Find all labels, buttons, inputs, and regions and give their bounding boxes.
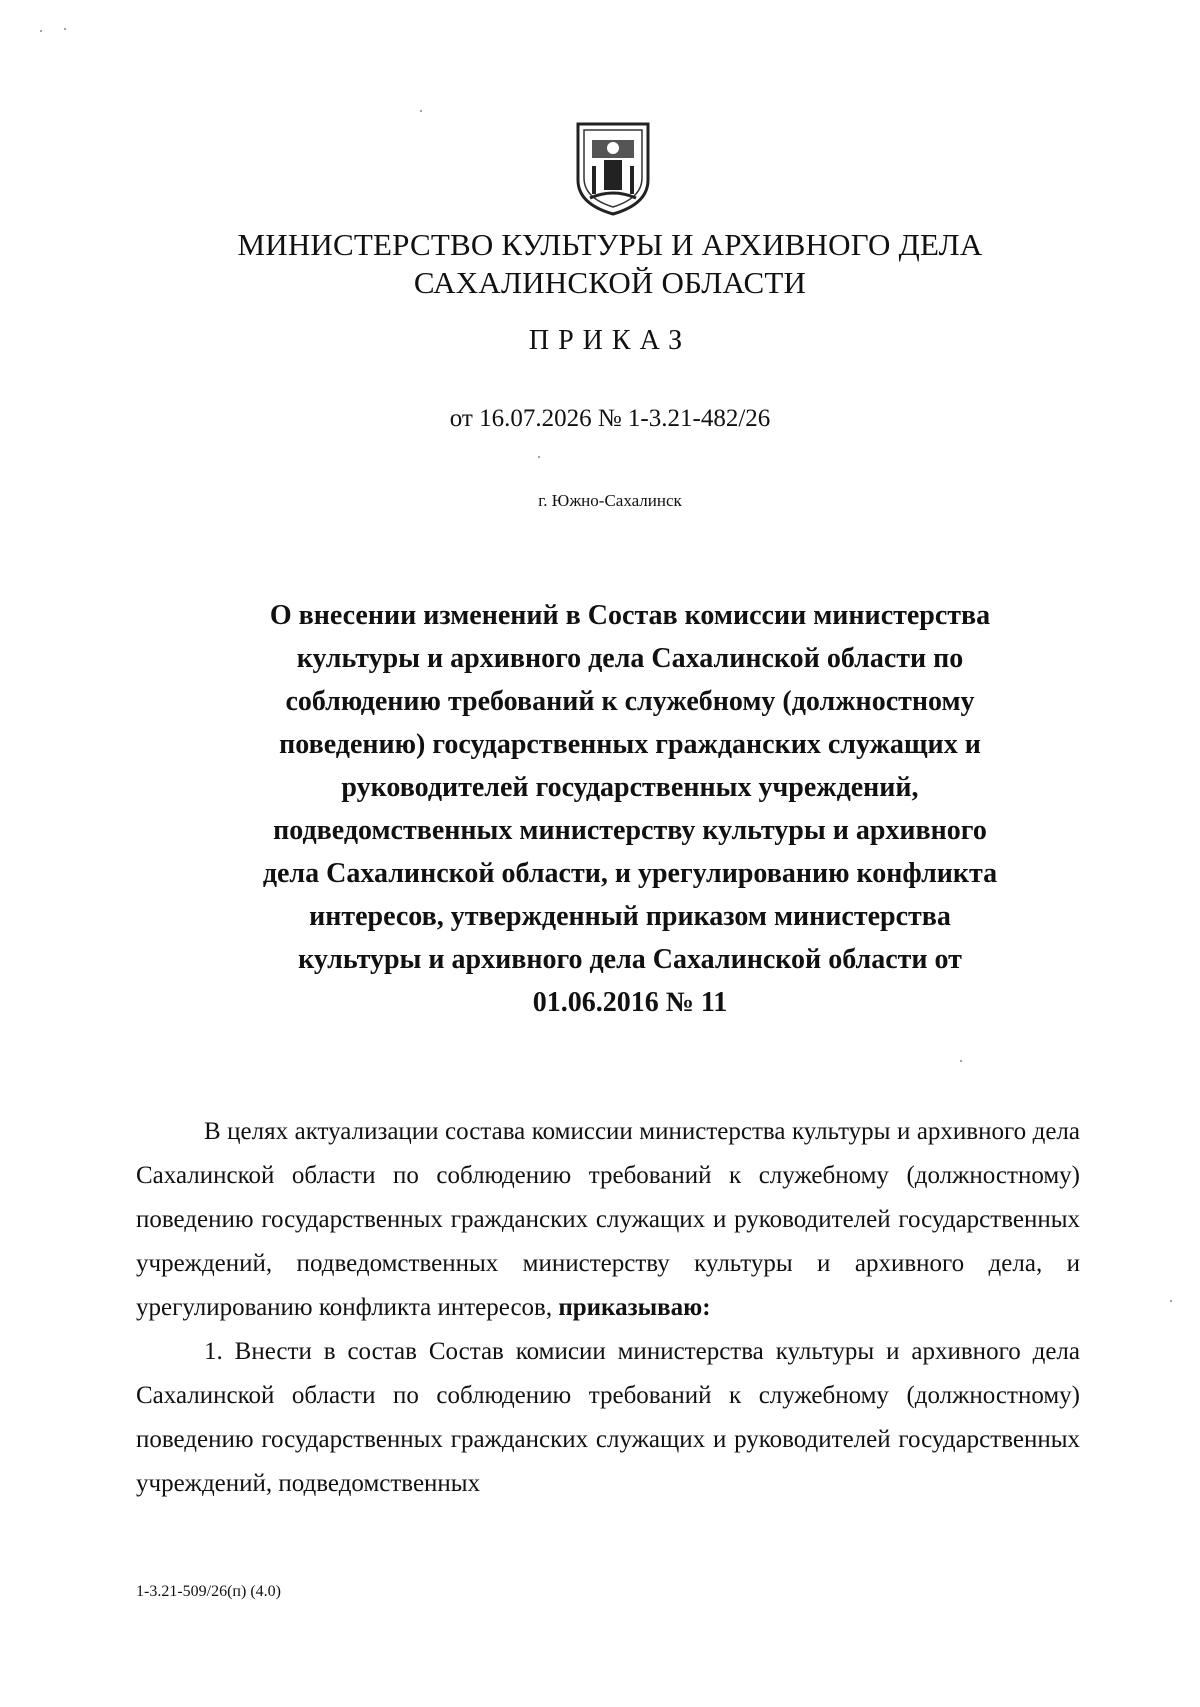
scan-speck (538, 456, 540, 458)
order-keyword: приказываю: (558, 1294, 711, 1321)
paragraph-text: 1. Внести в состав Состав комисии министерства культуры и архивного дела Сахалинской области по соблюдению требований к служебному (должностному) поведению государственных гражданских служащих и руководителей государственных учреждений, подведомственных (136, 1338, 1080, 1497)
organization-name (160, 226, 1060, 302)
title-line: руководителей государственных учреждений, (341, 772, 919, 803)
title-line: культуры и архивного дела Сахалинской области по (296, 643, 964, 674)
document-footer-code: 1-3.21-509/26(п) (4.0) (136, 1583, 281, 1600)
document-city: г. Южно-Сахалинск (538, 491, 682, 510)
org-name-line-2: САХАЛИНСКОЙ ОБЛАСТИ (413, 265, 807, 300)
document-date-number: от 16.07.2026 № 1-3.21-482/26 (449, 405, 771, 432)
scan-speck (40, 30, 42, 32)
document-body (136, 1110, 1080, 1506)
scan-speck (1170, 1300, 1172, 1302)
body-paragraph-2 (136, 1330, 1080, 1506)
paragraph-text: В целях актуализации состава комиссии министерства культуры и архивного дела Сахалинской области по соблюдению требований к служебному (должностному) поведению государственных гражданских служащих и руководителей государственных учреждений, подведомственных министерству культуры и архивного дела, и урегулированию конфликта интересов, (136, 1118, 1080, 1321)
org-name-line-1: МИНИСТЕРСТВО КУЛЬТУРЫ И АРХИВНОГО ДЕЛА (237, 227, 983, 262)
title-line: подведомственных министерству культуры и архивного (273, 815, 987, 846)
title-line: культуры и архивного дела Сахалинской области от (298, 944, 962, 975)
document-type: ПРИКАЗ (528, 325, 692, 356)
title-line: 01.06.2016 № 11 (532, 987, 728, 1018)
title-line: дела Сахалинской области, и урегулированию конфликта (262, 858, 998, 889)
body-paragraph-1 (136, 1110, 1080, 1330)
title-line: поведению) государственных гражданских служащих и (279, 729, 981, 760)
title-line: интересов, утвержденный приказом министерства (309, 901, 951, 932)
title-line: О внесении изменений в Состав комиссии министерства (269, 600, 991, 631)
scan-speck (420, 110, 422, 112)
scan-speck (960, 1060, 962, 1062)
coat-of-arms-icon (570, 118, 656, 218)
scan-speck (64, 28, 66, 30)
title-line: соблюдению требований к служебному (должностному (285, 686, 975, 717)
document-title (190, 594, 1070, 1024)
